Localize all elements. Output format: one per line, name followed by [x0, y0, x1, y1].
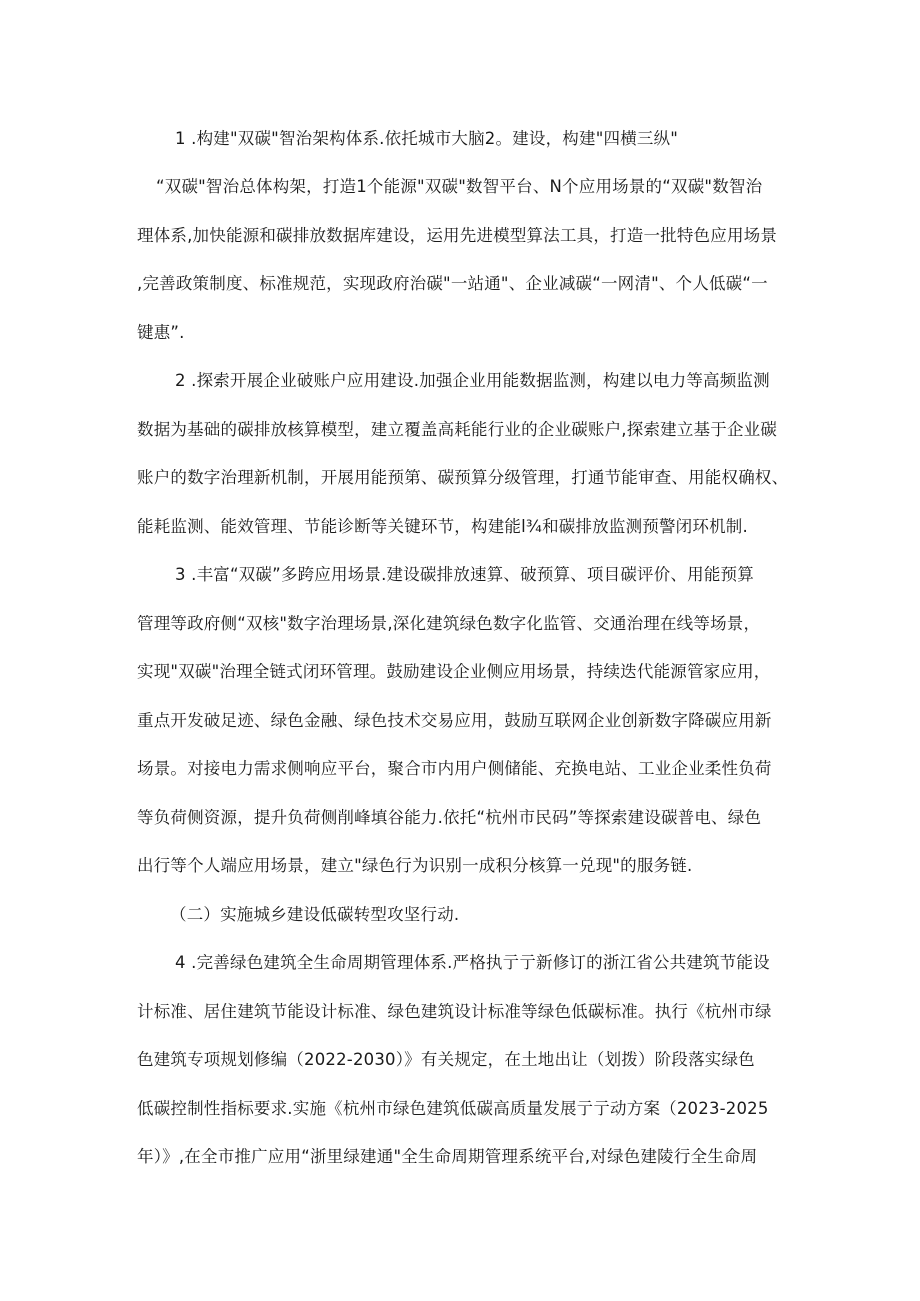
- paragraph-3-line-2: 管理等政府侧“双核"数字治理场景,深化建筑绿色数字化监管、交通治理在线等场景，: [137, 614, 761, 633]
- paragraph-1-line-5: 键惠”.: [137, 323, 185, 342]
- paragraph-1-line-4: ,完善政策制度、标准规范，实现政府治碳"一站通"、企业减碳“一网清"、个人低碳“一: [137, 274, 768, 293]
- paragraph-3-line-3: 实现"双碳"治理全链式闭环管理。鼓励建设企业侧应用场景，持续迭代能源管家应用，: [137, 662, 771, 681]
- paragraph-2-line-2: 数据为基础的碳排放核算模型，建立覆盖高耗能行业的企业碳账户,探索建立基于企业碳: [137, 420, 778, 439]
- paragraph-1-line-3: 理体系,加快能源和碳排放数据库建设，运用先进模型算法工具，打造一批特色应用场景: [137, 226, 778, 245]
- paragraph-3-line-4: 重点开发破足迹、绿色金融、绿色技术交易应用，鼓励互联网企业创新数字降碳应用新: [137, 711, 772, 730]
- paragraph-1-line-2: “双碳"智治总体构架，打造1个能源"双碳"数智平台、N个应用场景的“双碳"数智治: [156, 177, 763, 196]
- paragraph-4-line-1: 4 .完善绿色建筑全生命周期管理体系.严格执亍亍新修订的浙江省公共建筑节能设: [175, 953, 770, 972]
- paragraph-2-line-4: 能耗监测、能效管理、节能诊断等关键环节，构建能l¾和碳排放监测预警闭环机制.: [137, 517, 748, 536]
- paragraph-4-line-3: 色建筑专项规划修编（2022-2030）》有关规定，在土地出让（划拨）阶段落实绿色: [137, 1050, 755, 1069]
- paragraph-2-line-3: 账户的数字治理新机制，开展用能预第、碳预算分级管理，打通节能审查、用能权确权、: [137, 468, 789, 487]
- paragraph-4-line-2: 计标准、居住建筑节能设计标准、绿色建筑设计标准等绿色低碳标准。执行《杭州市绿: [137, 1002, 772, 1021]
- section-heading: （二）实施城乡建设低碳转型攻坚行动.: [170, 905, 460, 924]
- paragraph-1-line-1: 1 .构建"双碳"智治架构体系.依托城市大脑2。建设，构建"四横三纵": [175, 129, 679, 148]
- paragraph-3-line-6: 等负荷侧资源，提升负荷侧削峰填谷能力.依托“杭州市民码”等探索建设碳普电、绿色: [137, 808, 762, 827]
- paragraph-4-line-4: 低碳控制性指标要求.实施《杭州市绿色建筑低碳高质量发展亍亍动方案（2023-2025: [137, 1099, 769, 1118]
- paragraph-3-line-5: 场景。对接电力需求侧响应平台，聚合市内用户侧储能、充换电站、工业企业柔性负荷: [137, 759, 772, 778]
- paragraph-4-line-5: 年）》,在全市推广应用“浙里绿建通"全生命周期管理系统平台,对绿色建陵行全生命周: [137, 1147, 758, 1166]
- paragraph-2-line-1: 2 .探索开展企业破账户应用建设.加强企业用能数据监测，构建以电力等高频监测: [175, 371, 770, 390]
- paragraph-3-line-1: 3 .丰富“双碳”多跨应用场景.建设碳排放速算、破预算、项目碳评价、用能预算: [175, 565, 754, 584]
- paragraph-3-line-7: 出行等个人端应用场景，建立"绿色行为识别一成积分核算一兑现"的服务链.: [137, 856, 693, 875]
